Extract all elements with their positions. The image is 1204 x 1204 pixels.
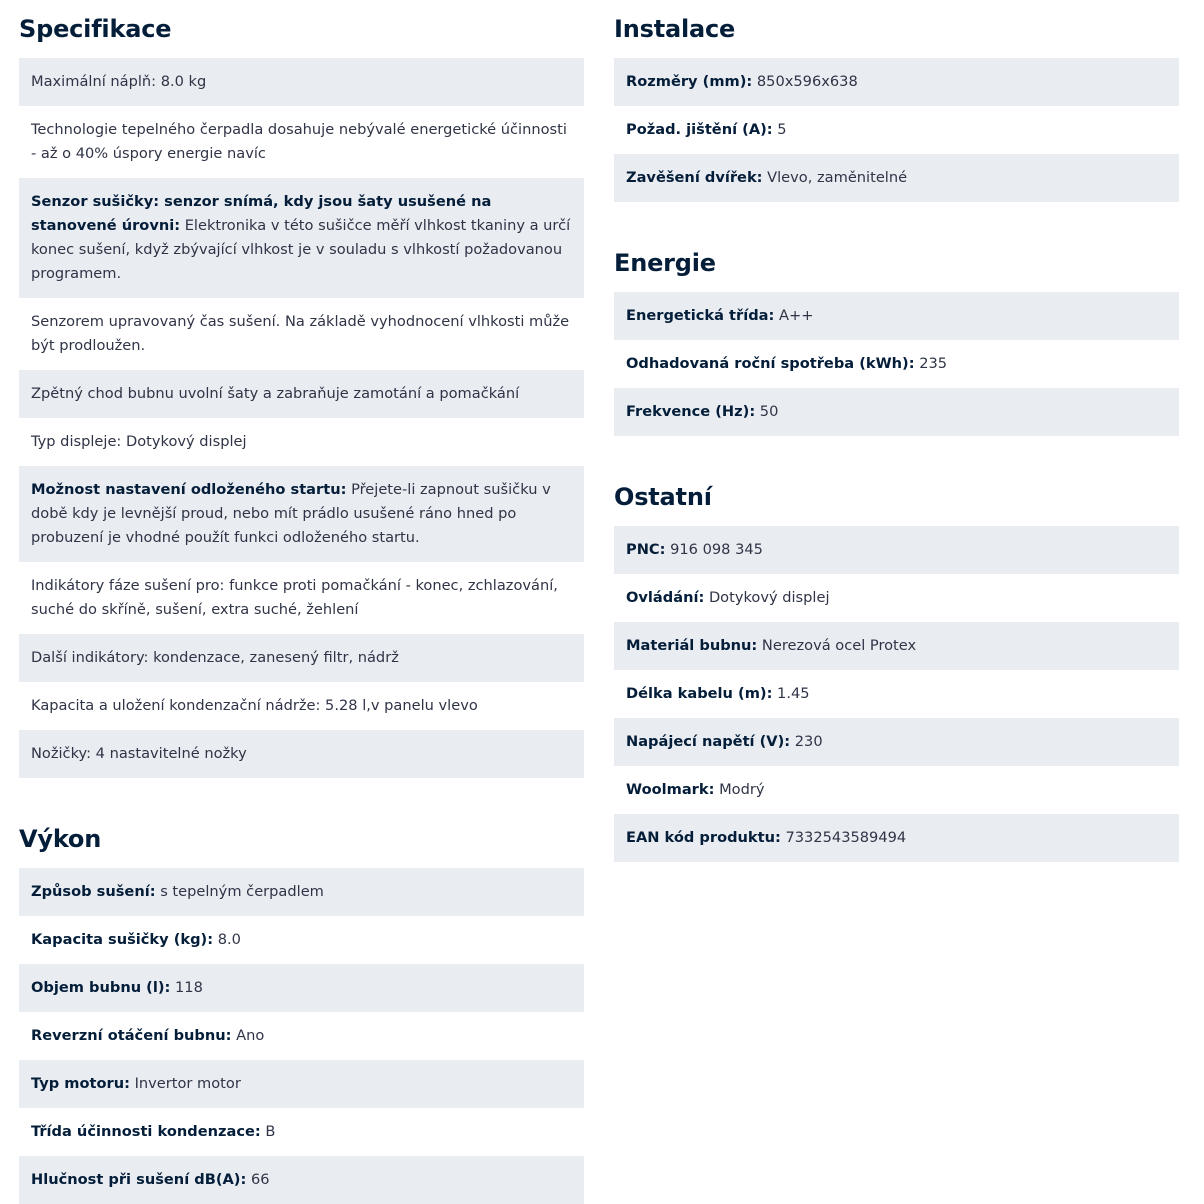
section-vykon — [19, 810, 584, 1204]
spec-row — [614, 670, 1179, 718]
spec-row — [19, 1060, 584, 1108]
spec-label: PNC: — [626, 541, 666, 558]
spec-value: 50 — [759, 403, 779, 420]
spec-row — [19, 1156, 584, 1204]
spec-list-instalace — [614, 58, 1179, 202]
section-energie — [614, 234, 1179, 436]
spec-list-vykon — [19, 868, 584, 1204]
spec-value: Maximální náplň: 8.0 kg — [31, 73, 207, 90]
spec-label: Požad. jištění (A): — [626, 121, 773, 138]
spec-label: Odhadovaná roční spotřeba (kWh): — [626, 355, 915, 372]
section-title-ostatni: Ostatní — [614, 483, 712, 511]
spec-value: Typ displeje: Dotykový displej — [31, 433, 247, 450]
spec-label: EAN kód produktu: — [626, 829, 781, 846]
spec-row — [614, 106, 1179, 154]
spec-value: 66 — [250, 1171, 270, 1188]
spec-label: Délka kabelu (m): — [626, 685, 773, 702]
spec-label: Energetická třída: — [626, 307, 775, 324]
spec-list-specifikace — [19, 58, 584, 778]
spec-label: Ovládání: — [626, 589, 705, 606]
spec-row — [614, 814, 1179, 862]
spec-row — [614, 574, 1179, 622]
spec-row — [19, 916, 584, 964]
spec-label: Zavěšení dvířek: — [626, 169, 763, 186]
spec-label: Reverzní otáčení bubnu: — [31, 1027, 232, 1044]
spec-value: 1.45 — [777, 685, 810, 702]
spec-list-energie — [614, 292, 1179, 436]
spec-row — [19, 562, 584, 634]
spec-value: A++ — [779, 307, 814, 324]
spec-row — [614, 340, 1179, 388]
spec-row — [19, 178, 584, 298]
spec-value: Zpětný chod bubnu uvolní šaty a zabraňuje zamotání a pomačkání — [31, 385, 520, 402]
spec-row — [614, 526, 1179, 574]
spec-value: B — [265, 1123, 276, 1140]
spec-value: Další indikátory: kondenzace, zanesený filtr, nádrž — [31, 649, 399, 666]
spec-label: Woolmark: — [626, 781, 715, 798]
spec-value: 7332543589494 — [785, 829, 907, 846]
spec-label: Napájecí napětí (V): — [626, 733, 791, 750]
spec-value: Invertor motor — [134, 1075, 241, 1092]
spec-row — [19, 1012, 584, 1060]
spec-row — [19, 868, 584, 916]
section-title-energie: Energie — [614, 249, 716, 277]
spec-row — [19, 298, 584, 370]
spec-row — [614, 766, 1179, 814]
spec-row — [614, 58, 1179, 106]
spec-value: 8.0 — [217, 931, 241, 948]
section-title-instalace: Instalace — [614, 15, 736, 43]
spec-value: 118 — [175, 979, 203, 996]
spec-value: Vlevo, zaměnitelné — [767, 169, 908, 186]
spec-label: Senzor sušičky: senzor snímá, kdy jsou šaty usušené na stanovené úrovni: — [31, 193, 492, 234]
spec-row — [614, 718, 1179, 766]
spec-label: Hlučnost při sušení dB(A): — [31, 1171, 247, 1188]
spec-label: Způsob sušení: — [31, 883, 156, 900]
spec-label: Typ motoru: — [31, 1075, 130, 1092]
spec-value: 5 — [777, 121, 787, 138]
spec-value: Indikátory fáze sušení pro: funkce proti pomačkání - konec, zchlazování, suché do skříně, sušení, extra suché, žehlení — [31, 577, 558, 618]
spec-row — [614, 388, 1179, 436]
spec-row — [614, 292, 1179, 340]
spec-row — [19, 634, 584, 682]
spec-row — [19, 58, 584, 106]
spec-value: Nožičky: 4 nastavitelné nožky — [31, 745, 247, 762]
spec-value: Kapacita a uložení kondenzační nádrže: 5.28 l,v panelu vlevo — [31, 697, 478, 714]
spec-label: Možnost nastavení odloženého startu: — [31, 481, 347, 498]
spec-row — [19, 418, 584, 466]
section-ostatni — [614, 468, 1179, 862]
section-specifikace — [19, 0, 584, 778]
spec-value: 916 098 345 — [670, 541, 763, 558]
section-title-vykon: Výkon — [19, 825, 102, 853]
spec-value: Technologie tepelného čerpadla dosahuje nebývalé energetické účinnosti - až o 40% úspory energie navíc — [31, 121, 567, 162]
spec-row — [614, 622, 1179, 670]
spec-value: Ano — [236, 1027, 265, 1044]
spec-row — [19, 682, 584, 730]
spec-value: 850x596x638 — [756, 73, 858, 90]
spec-label: Objem bubnu (l): — [31, 979, 171, 996]
spec-label: Materiál bubnu: — [626, 637, 758, 654]
section-instalace — [614, 0, 1179, 202]
spec-row — [19, 466, 584, 562]
spec-value: Přejete-li zapnout sušičku v době kdy je levnější proud, nebo mít prádlo usušené ráno hned po probuzení je vhodné použít funkci odloženého startu. — [31, 481, 551, 546]
spec-row — [19, 964, 584, 1012]
spec-label: Frekvence (Hz): — [626, 403, 756, 420]
spec-list-ostatni — [614, 526, 1179, 862]
spec-value: Nerezová ocel Protex — [761, 637, 917, 654]
spec-row — [19, 370, 584, 418]
spec-row — [19, 1108, 584, 1156]
spec-label: Třída účinnosti kondenzace: — [31, 1123, 261, 1140]
spec-label: Kapacita sušičky (kg): — [31, 931, 214, 948]
left-column — [19, 0, 584, 1204]
right-column — [614, 0, 1179, 862]
spec-value: Dotykový displej — [708, 589, 830, 606]
spec-value: Senzorem upravovaný čas sušení. Na základě vyhodnocení vlhkosti může být prodloužen. — [31, 313, 570, 354]
spec-value: Elektronika v této sušičce měří vlhkost tkaniny a určí konec sušení, když zbývající vlhkost je v souladu s vlhkostí požadovanou programem. — [31, 217, 571, 282]
spec-row — [614, 154, 1179, 202]
spec-row — [19, 106, 584, 178]
spec-label: Rozměry (mm): — [626, 73, 753, 90]
spec-value: 235 — [919, 355, 948, 372]
spec-row — [19, 730, 584, 778]
section-title-specifikace: Specifikace — [19, 15, 172, 43]
spec-value: 230 — [794, 733, 823, 750]
spec-value: s tepelným čerpadlem — [160, 883, 324, 900]
spec-value: Modrý — [719, 781, 765, 798]
